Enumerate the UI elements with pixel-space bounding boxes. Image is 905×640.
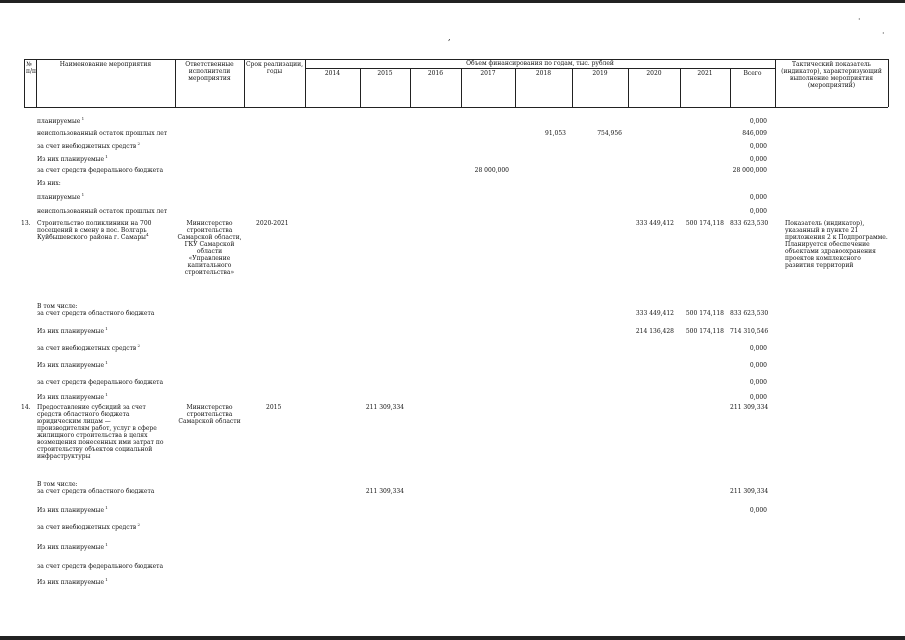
row-label xyxy=(37,507,108,514)
row-label xyxy=(37,544,108,551)
scan-speck: · xyxy=(882,29,885,38)
footnote-mark: 1 xyxy=(80,192,85,197)
row-total: 0,000 xyxy=(749,156,767,163)
row-label-text: планируемые xyxy=(37,194,81,201)
row-label-text: за счет средств федерального бюджета xyxy=(37,563,164,570)
row-label xyxy=(37,194,84,201)
year-value: 333 449,412 xyxy=(635,220,674,227)
row-label-text: Из них планируемые xyxy=(37,544,105,551)
row-label xyxy=(37,208,167,215)
table-rule xyxy=(24,59,25,107)
row-total: 833 623,530 xyxy=(730,220,769,227)
year-value: 500 174,118 xyxy=(685,328,724,335)
item-number: 13. xyxy=(21,220,31,227)
year-value: 500 174,118 xyxy=(685,220,724,227)
header-name: Наименование мероприятия xyxy=(59,61,152,68)
header-executors: Ответственные исполнители мероприятия xyxy=(185,61,234,82)
row-label xyxy=(37,345,140,352)
footnote-mark: 1 xyxy=(104,577,108,582)
row-label-text: Из них планируемые xyxy=(37,579,105,586)
row-total: 0,000 xyxy=(749,345,767,352)
row-label-text: за счет внебюджетных средств xyxy=(37,143,137,150)
row-label xyxy=(37,579,108,586)
item-number: 14. xyxy=(21,404,31,411)
row-total: 0,000 xyxy=(749,507,767,514)
row-label xyxy=(37,143,140,150)
row-label-text: неиспользованный остаток прошлых лет xyxy=(37,130,168,137)
footnote-mark: 2 xyxy=(136,522,141,527)
row-label xyxy=(37,362,108,369)
row-label xyxy=(37,328,108,335)
row-label-text: Из них планируемые xyxy=(37,328,105,335)
footnote-mark: 1 xyxy=(104,542,108,547)
row-label: за счет средств областного бюджета xyxy=(37,488,155,495)
row-label xyxy=(37,167,163,174)
year-value: 211 309,334 xyxy=(365,488,404,495)
footnote-mark: 1 xyxy=(104,392,108,397)
year-value: 333 449,412 xyxy=(635,310,674,317)
row-total: 28 000,000 xyxy=(732,167,767,174)
year-value: 754,956 xyxy=(597,130,622,137)
row-label-text: за счет внебюджетных средств xyxy=(37,524,137,531)
header-year: 2018 xyxy=(535,70,552,77)
row-total: 211 309,334 xyxy=(730,404,769,411)
row-total: 846,009 xyxy=(742,130,767,137)
year-value: 91,053 xyxy=(545,130,566,137)
row-label xyxy=(37,130,167,137)
header-year: 2017 xyxy=(480,70,496,77)
year-value: 214 136,428 xyxy=(635,328,674,335)
footnote-mark: 1 xyxy=(104,360,108,365)
row-label-text: Из них: xyxy=(37,180,61,187)
item-name-text: Строительство поликлиники на 700 посещений в смену в пос. Волгарь Куйбышевского района г. Самары xyxy=(37,220,152,241)
footnote-mark: 1 xyxy=(104,154,108,159)
footnote-mark: 4 xyxy=(145,232,149,237)
item-name xyxy=(37,220,164,241)
item-executors: Министерство строительства Самарской области xyxy=(178,404,241,425)
item-executors: Министерство строительства Самарской области, ГКУ Самарской области «Управление капитального строительства» xyxy=(177,220,242,276)
row-total: 714 310,546 xyxy=(730,328,769,335)
row-total: 0,000 xyxy=(749,194,767,201)
row-label xyxy=(37,563,163,570)
row-label xyxy=(37,524,140,531)
row-total: 0,000 xyxy=(749,208,767,215)
row-total: 0,000 xyxy=(749,143,767,150)
table-rule xyxy=(888,59,889,107)
scan-top-border xyxy=(0,0,905,3)
row-label-text: Из них планируемые xyxy=(37,362,105,369)
row-label: В том числе: xyxy=(37,303,78,310)
year-value: 28 000,000 xyxy=(474,167,509,174)
page-mark: , xyxy=(448,33,451,42)
row-total: 833 623,530 xyxy=(730,310,769,317)
header-year: 2014 xyxy=(324,70,341,77)
row-total: 0,000 xyxy=(749,362,767,369)
header-year: 2015 xyxy=(377,70,393,77)
row-label xyxy=(37,379,163,386)
row-label: В том числе: xyxy=(37,481,78,488)
table-rule xyxy=(305,68,775,69)
row-label xyxy=(37,394,108,401)
row-label xyxy=(37,156,108,163)
header-year: 2020 xyxy=(646,70,662,77)
row-total: 0,000 xyxy=(749,118,767,125)
row-label-text: за счет средств федерального бюджета xyxy=(37,167,164,174)
row-label-text: Из них планируемые xyxy=(37,394,105,401)
footnote-mark: 2 xyxy=(136,343,141,348)
footnote-mark: 1 xyxy=(80,116,85,121)
year-value: 211 309,334 xyxy=(365,404,404,411)
header-funding-title: Объем финансирования по годам, тыс. рублей xyxy=(466,60,614,67)
header-year: 2019 xyxy=(592,70,608,77)
footnote-mark: 2 xyxy=(136,141,141,146)
year-value: 500 174,118 xyxy=(685,310,724,317)
scan-bottom-border xyxy=(0,636,905,640)
table-rule xyxy=(24,107,888,108)
header-year: 2016 xyxy=(427,70,444,77)
row-label-text: за счет внебюджетных средств xyxy=(37,345,137,352)
row-label: за счет средств областного бюджета xyxy=(37,310,155,317)
row-label-text: Из них планируемые xyxy=(37,507,105,514)
item-name: Предоставление субсидий за счет средств областного бюджета юридическим лицам — производителям работ, услуг в сфере жилищного строительства в целях возмещения понесенных ими затрат по строительству объектов социальной инфраструктуры xyxy=(37,404,164,460)
row-total: 0,000 xyxy=(749,394,767,401)
footnote-mark: 1 xyxy=(104,505,108,510)
header-year: 2021 xyxy=(697,70,713,77)
item-period: 2020-2021 xyxy=(256,220,289,227)
header-period: Срок реализации, годы xyxy=(245,61,304,75)
item-period: 2015 xyxy=(266,404,282,411)
header-indicator: Тактический показатель (индикатор), характеризующий выполнение мероприятия (мероприятий) xyxy=(781,61,882,89)
row-label-text: неиспользованный остаток прошлых лет xyxy=(37,208,168,215)
scan-speck: · xyxy=(858,15,861,24)
row-total: 0,000 xyxy=(749,379,767,386)
row-label-text: за счет средств федерального бюджета xyxy=(37,379,164,386)
header-num: № п/п xyxy=(26,61,37,75)
item-indicator: Показатель (индикатор), указанный в пункте 21 приложения 2 к Подпрограмме. Планируется обеспечение объектами здравоохранения проектов комплексного развития территорий xyxy=(785,220,888,269)
row-label-text: планируемые xyxy=(37,118,81,125)
row-label-text: Из них планируемые xyxy=(37,156,105,163)
footnote-mark: 1 xyxy=(104,326,108,331)
row-total: 211 309,334 xyxy=(730,488,769,495)
row-label xyxy=(37,180,61,187)
row-label xyxy=(37,118,84,125)
header-total: Всего xyxy=(743,70,762,77)
